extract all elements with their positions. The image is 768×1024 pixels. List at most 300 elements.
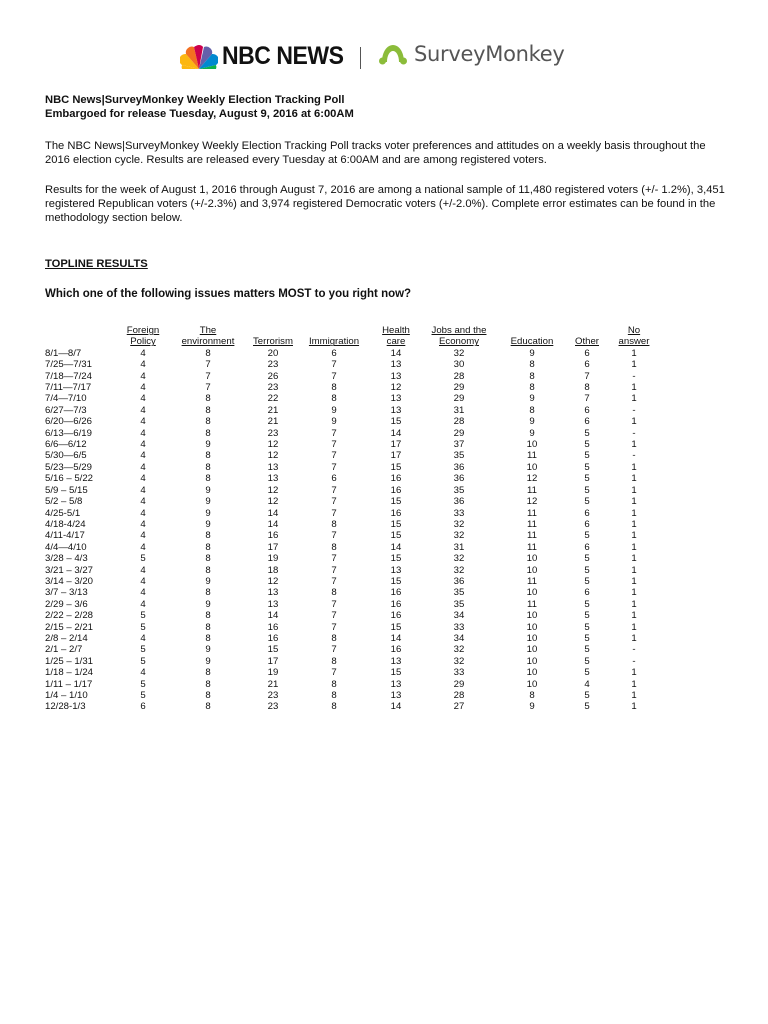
value-cell: 20 bbox=[267, 347, 279, 359]
value-cell: 5 bbox=[584, 701, 590, 713]
table-row bbox=[45, 656, 663, 667]
value-cell: 29 bbox=[453, 382, 465, 394]
value-cell: 4 bbox=[140, 598, 146, 610]
value-cell: 16 bbox=[390, 598, 402, 610]
value-cell: 6 bbox=[584, 518, 590, 530]
value-cell: 16 bbox=[390, 587, 402, 599]
value-cell: 14 bbox=[390, 541, 402, 553]
value-cell: 36 bbox=[453, 473, 465, 485]
value-cell: 5 bbox=[584, 439, 590, 451]
value-cell: 7 bbox=[205, 370, 211, 382]
value-cell: 5 bbox=[584, 496, 590, 508]
value-cell: 9 bbox=[529, 427, 535, 439]
table-row bbox=[45, 644, 663, 655]
value-cell: 4 bbox=[140, 347, 146, 359]
value-cell: 8 bbox=[205, 564, 211, 576]
value-cell: - bbox=[632, 644, 636, 656]
value-cell: 4 bbox=[140, 575, 146, 587]
date-range-cell: 4/4—4/10 bbox=[45, 541, 87, 553]
value-cell: 1 bbox=[631, 439, 637, 451]
value-cell: 33 bbox=[453, 507, 465, 519]
value-cell: 12 bbox=[267, 484, 279, 496]
value-cell: 4 bbox=[140, 370, 146, 382]
value-cell: 15 bbox=[267, 644, 279, 656]
nbc-news-logo bbox=[180, 42, 354, 71]
value-cell: 1 bbox=[631, 701, 637, 713]
value-cell: 4 bbox=[140, 667, 146, 679]
value-cell: 7 bbox=[331, 644, 337, 656]
date-range-cell: 3/21 – 3/27 bbox=[45, 564, 94, 576]
value-cell: 13 bbox=[267, 461, 279, 473]
table-row bbox=[45, 519, 663, 530]
value-cell: 7 bbox=[331, 610, 337, 622]
value-cell: 27 bbox=[453, 701, 465, 713]
date-range-cell: 1/18 – 1/24 bbox=[45, 667, 94, 679]
value-cell: 8 bbox=[205, 416, 211, 428]
value-cell: 8 bbox=[529, 370, 535, 382]
date-range-cell: 1/4 – 1/10 bbox=[45, 690, 88, 701]
value-cell: 1 bbox=[631, 598, 637, 610]
value-cell: 8 bbox=[331, 701, 337, 713]
value-cell: 10 bbox=[526, 587, 538, 599]
table-row bbox=[45, 553, 663, 564]
surveymonkey-logo bbox=[378, 40, 565, 68]
table-row bbox=[45, 587, 663, 598]
value-cell: 5 bbox=[584, 644, 590, 656]
value-cell: 4 bbox=[140, 632, 146, 644]
value-cell: 5 bbox=[584, 564, 590, 576]
value-cell: 9 bbox=[529, 416, 535, 428]
table-row bbox=[45, 667, 663, 678]
value-cell: 1 bbox=[631, 473, 637, 485]
value-cell: 28 bbox=[453, 370, 465, 382]
value-cell: 29 bbox=[453, 427, 465, 439]
value-cell: 5 bbox=[584, 690, 590, 701]
value-cell: 21 bbox=[267, 404, 279, 416]
value-cell: 8 bbox=[205, 553, 211, 565]
value-cell: 14 bbox=[267, 610, 279, 622]
table-row bbox=[45, 565, 663, 576]
value-cell: 33 bbox=[453, 667, 465, 679]
table-row bbox=[45, 610, 663, 621]
value-cell: 4 bbox=[140, 461, 146, 473]
value-cell: 4 bbox=[584, 678, 590, 690]
value-cell: 4 bbox=[140, 530, 146, 542]
value-cell: 13 bbox=[390, 393, 402, 405]
value-cell: 4 bbox=[140, 359, 146, 371]
value-cell: 12 bbox=[267, 439, 279, 451]
value-cell: 8 bbox=[205, 690, 211, 701]
value-cell: 1 bbox=[631, 518, 637, 530]
value-cell: 6 bbox=[584, 507, 590, 519]
value-cell: 5 bbox=[584, 461, 590, 473]
value-cell: 4 bbox=[140, 404, 146, 416]
value-cell: 5 bbox=[140, 678, 146, 690]
value-cell: 32 bbox=[453, 564, 465, 576]
value-cell: 6 bbox=[140, 701, 146, 713]
value-cell: 33 bbox=[453, 621, 465, 633]
date-range-cell: 1/25 – 1/31 bbox=[45, 655, 94, 667]
value-cell: 8 bbox=[331, 518, 337, 530]
value-cell: 11 bbox=[527, 484, 537, 496]
table-row bbox=[45, 416, 663, 427]
table-row bbox=[45, 428, 663, 439]
column-header: Education bbox=[510, 336, 554, 348]
value-cell: 14 bbox=[267, 518, 279, 530]
value-cell: 9 bbox=[205, 644, 211, 656]
value-cell: - bbox=[632, 450, 636, 462]
column-header: Policy bbox=[130, 336, 156, 348]
value-cell: 8 bbox=[205, 701, 211, 713]
value-cell: 6 bbox=[584, 347, 590, 359]
value-cell: 11 bbox=[527, 450, 537, 462]
column-header: environment bbox=[181, 336, 235, 348]
column-header bbox=[247, 325, 299, 336]
value-cell: 11 bbox=[527, 518, 537, 530]
question-text: Which one of the following issues matters MOST to you right now? bbox=[45, 288, 412, 300]
value-cell: 7 bbox=[331, 370, 337, 382]
column-header: Economy bbox=[439, 336, 479, 348]
poll-title: NBC News|SurveyMonkey Weekly Election Tracking Poll bbox=[45, 94, 345, 106]
date-range-cell: 6/27—7/3 bbox=[45, 404, 87, 416]
value-cell: 13 bbox=[390, 690, 402, 701]
value-cell: 8 bbox=[205, 450, 211, 462]
table-row bbox=[45, 622, 663, 633]
date-range-cell: 7/18—7/24 bbox=[45, 370, 92, 382]
value-cell: 8 bbox=[331, 587, 337, 599]
value-cell: 10 bbox=[526, 461, 538, 473]
value-cell: 12 bbox=[390, 382, 402, 394]
date-range-cell: 6/6—6/12 bbox=[45, 439, 87, 451]
value-cell: 13 bbox=[390, 404, 402, 416]
value-cell: 7 bbox=[205, 382, 211, 394]
table-row bbox=[45, 485, 663, 496]
column-header bbox=[495, 325, 569, 336]
value-cell: 17 bbox=[267, 541, 279, 553]
table-row bbox=[45, 405, 663, 416]
value-cell: 8 bbox=[331, 655, 337, 667]
value-cell: 10 bbox=[526, 621, 538, 633]
value-cell: 28 bbox=[453, 416, 465, 428]
value-cell: 8 bbox=[205, 393, 211, 405]
value-cell: 1 bbox=[631, 496, 637, 508]
value-cell: 34 bbox=[453, 610, 465, 622]
value-cell: 10 bbox=[526, 632, 538, 644]
value-cell: 32 bbox=[453, 530, 465, 542]
column-header: No bbox=[627, 325, 641, 336]
value-cell: 26 bbox=[267, 370, 279, 382]
value-cell: 9 bbox=[205, 598, 211, 610]
value-cell: 1 bbox=[631, 507, 637, 519]
table-row bbox=[45, 450, 663, 461]
table-row bbox=[45, 439, 663, 450]
value-cell: - bbox=[632, 370, 636, 382]
value-cell: 17 bbox=[390, 439, 402, 451]
value-cell: 7 bbox=[331, 359, 337, 371]
value-cell: 13 bbox=[267, 473, 279, 485]
value-cell: 8 bbox=[584, 382, 590, 394]
value-cell: 10 bbox=[526, 644, 538, 656]
value-cell: 12 bbox=[267, 496, 279, 508]
date-range-cell: 7/11—7/17 bbox=[45, 382, 92, 394]
value-cell: 4 bbox=[140, 393, 146, 405]
value-cell: 23 bbox=[267, 690, 279, 701]
value-cell: 32 bbox=[453, 655, 465, 667]
value-cell: 5 bbox=[584, 530, 590, 542]
column-header: Immigration bbox=[308, 336, 360, 348]
value-cell: 8 bbox=[205, 427, 211, 439]
value-cell: 5 bbox=[584, 632, 590, 644]
table-body bbox=[45, 348, 663, 713]
value-cell: 15 bbox=[390, 667, 402, 679]
value-cell: 4 bbox=[140, 473, 146, 485]
value-cell: 5 bbox=[584, 610, 590, 622]
table-row bbox=[45, 371, 663, 382]
value-cell: 7 bbox=[584, 393, 590, 405]
value-cell: 31 bbox=[453, 404, 465, 416]
value-cell: 5 bbox=[584, 450, 590, 462]
value-cell: 4 bbox=[140, 416, 146, 428]
value-cell: 1 bbox=[631, 621, 637, 633]
date-range-cell: 5/16 – 5/22 bbox=[45, 473, 94, 485]
date-range-cell: 5/9 – 5/15 bbox=[45, 484, 88, 496]
value-cell: 6 bbox=[331, 473, 337, 485]
value-cell: 7 bbox=[331, 450, 337, 462]
value-cell: 5 bbox=[140, 690, 146, 701]
date-range-cell: 3/14 – 3/20 bbox=[45, 575, 94, 587]
value-cell: 10 bbox=[526, 564, 538, 576]
value-cell: 13 bbox=[267, 587, 279, 599]
value-cell: 23 bbox=[267, 359, 279, 371]
value-cell: - bbox=[632, 655, 636, 667]
table-row bbox=[45, 701, 663, 712]
value-cell: 16 bbox=[390, 610, 402, 622]
value-cell: 9 bbox=[529, 347, 535, 359]
results-table bbox=[45, 325, 663, 713]
value-cell: 12 bbox=[526, 473, 538, 485]
value-cell: 29 bbox=[453, 678, 465, 690]
value-cell: 16 bbox=[267, 632, 279, 644]
value-cell: 21 bbox=[267, 416, 279, 428]
value-cell: 37 bbox=[453, 439, 465, 451]
value-cell: 15 bbox=[390, 575, 402, 587]
value-cell: 10 bbox=[526, 655, 538, 667]
value-cell: 11 bbox=[527, 530, 537, 542]
value-cell: 15 bbox=[390, 621, 402, 633]
value-cell: 8 bbox=[205, 610, 211, 622]
value-cell: 1 bbox=[631, 610, 637, 622]
value-cell: 10 bbox=[526, 667, 538, 679]
value-cell: 6 bbox=[584, 404, 590, 416]
column-header: The bbox=[199, 325, 217, 336]
value-cell: 1 bbox=[631, 575, 637, 587]
value-cell: 32 bbox=[453, 347, 465, 359]
value-cell: 7 bbox=[331, 564, 337, 576]
table-row bbox=[45, 576, 663, 587]
date-range-cell: 2/22 – 2/28 bbox=[45, 610, 94, 622]
value-cell: 36 bbox=[453, 461, 465, 473]
value-cell: 14 bbox=[390, 701, 402, 713]
value-cell: 17 bbox=[267, 655, 279, 667]
value-cell: 8 bbox=[331, 678, 337, 690]
value-cell: 7 bbox=[331, 439, 337, 451]
value-cell: 5 bbox=[140, 610, 146, 622]
value-cell: 9 bbox=[529, 393, 535, 405]
value-cell: 8 bbox=[529, 359, 535, 371]
date-range-cell: 3/28 – 4/3 bbox=[45, 553, 88, 565]
value-cell: 15 bbox=[390, 518, 402, 530]
table-row bbox=[45, 393, 663, 404]
value-cell: 9 bbox=[205, 496, 211, 508]
value-cell: 19 bbox=[267, 553, 279, 565]
value-cell: 6 bbox=[584, 587, 590, 599]
value-cell: 8 bbox=[529, 690, 535, 701]
value-cell: 7 bbox=[584, 370, 590, 382]
value-cell: 5 bbox=[140, 644, 146, 656]
value-cell: 1 bbox=[631, 416, 637, 428]
value-cell: 9 bbox=[331, 404, 337, 416]
value-cell: 8 bbox=[331, 541, 337, 553]
value-cell: 35 bbox=[453, 598, 465, 610]
table-row bbox=[45, 530, 663, 541]
column-header: Jobs and the bbox=[431, 325, 487, 336]
value-cell: 9 bbox=[205, 518, 211, 530]
column-header: care bbox=[386, 336, 406, 348]
value-cell: 8 bbox=[205, 530, 211, 542]
value-cell: 12 bbox=[267, 575, 279, 587]
value-cell: 1 bbox=[631, 587, 637, 599]
value-cell: 7 bbox=[331, 427, 337, 439]
surveymonkey-monkey-icon bbox=[378, 40, 408, 68]
table-row bbox=[45, 633, 663, 644]
date-range-cell: 12/28-1/3 bbox=[45, 701, 86, 713]
value-cell: 8 bbox=[529, 382, 535, 394]
nbc-peacock-icon bbox=[180, 43, 218, 71]
value-cell: 1 bbox=[631, 484, 637, 496]
surveymonkey-wordmark: SurveyMonkey bbox=[414, 42, 565, 66]
value-cell: 8 bbox=[205, 404, 211, 416]
value-cell: 1 bbox=[631, 678, 637, 690]
value-cell: 9 bbox=[205, 575, 211, 587]
table-row bbox=[45, 599, 663, 610]
value-cell: 12 bbox=[267, 450, 279, 462]
date-range-cell: 5/2 – 5/8 bbox=[45, 496, 83, 508]
date-range-cell: 2/8 – 2/14 bbox=[45, 632, 88, 644]
value-cell: 35 bbox=[453, 484, 465, 496]
value-cell: 30 bbox=[453, 359, 465, 371]
value-cell: 31 bbox=[453, 541, 465, 553]
value-cell: 8 bbox=[205, 621, 211, 633]
value-cell: 15 bbox=[390, 553, 402, 565]
value-cell: 7 bbox=[331, 496, 337, 508]
table-row bbox=[45, 496, 663, 507]
value-cell: 28 bbox=[453, 690, 465, 701]
value-cell: 5 bbox=[584, 575, 590, 587]
value-cell: 16 bbox=[390, 507, 402, 519]
value-cell: 29 bbox=[453, 393, 465, 405]
date-range-cell: 2/15 – 2/21 bbox=[45, 621, 94, 633]
value-cell: 13 bbox=[390, 564, 402, 576]
value-cell: 14 bbox=[390, 347, 402, 359]
value-cell: 18 bbox=[267, 564, 279, 576]
date-range-cell: 6/20—6/26 bbox=[45, 416, 92, 428]
value-cell: 4 bbox=[140, 450, 146, 462]
value-cell: 5 bbox=[584, 484, 590, 496]
value-cell: 16 bbox=[390, 484, 402, 496]
table-row bbox=[45, 359, 663, 370]
table-row bbox=[45, 382, 663, 393]
document-body bbox=[45, 93, 725, 313]
value-cell: 8 bbox=[331, 632, 337, 644]
value-cell: 34 bbox=[453, 632, 465, 644]
value-cell: 16 bbox=[390, 644, 402, 656]
value-cell: 5 bbox=[584, 553, 590, 565]
date-range-cell: 7/25—7/31 bbox=[45, 359, 92, 371]
column-header bbox=[569, 325, 605, 336]
date-range-cell: 2/1 – 2/7 bbox=[45, 644, 83, 656]
value-cell: 4 bbox=[140, 587, 146, 599]
value-cell: 23 bbox=[267, 382, 279, 394]
value-cell: 7 bbox=[205, 359, 211, 371]
value-cell: 1 bbox=[631, 382, 637, 394]
value-cell: 13 bbox=[267, 598, 279, 610]
value-cell: 5 bbox=[584, 473, 590, 485]
value-cell: 9 bbox=[205, 484, 211, 496]
value-cell: 5 bbox=[584, 667, 590, 679]
value-cell: 19 bbox=[267, 667, 279, 679]
date-range-cell: 7/4—7/10 bbox=[45, 393, 87, 405]
column-header: Other bbox=[575, 336, 599, 348]
table-row bbox=[45, 348, 663, 359]
value-cell: 8 bbox=[205, 541, 211, 553]
value-cell: - bbox=[632, 427, 636, 439]
value-cell: 7 bbox=[331, 575, 337, 587]
value-cell: 11 bbox=[527, 575, 537, 587]
table-row bbox=[45, 508, 663, 519]
value-cell: 9 bbox=[205, 439, 211, 451]
value-cell: 32 bbox=[453, 518, 465, 530]
date-range-cell: 4/18-4/24 bbox=[45, 518, 86, 530]
value-cell: 16 bbox=[267, 530, 279, 542]
value-cell: 21 bbox=[267, 678, 279, 690]
value-cell: 4 bbox=[140, 439, 146, 451]
value-cell: 14 bbox=[267, 507, 279, 519]
date-range-cell: 4/25-5/1 bbox=[45, 507, 81, 519]
value-cell: 32 bbox=[453, 553, 465, 565]
value-cell: 9 bbox=[529, 701, 535, 713]
value-cell: 23 bbox=[267, 701, 279, 713]
column-header bbox=[299, 325, 369, 336]
value-cell: 9 bbox=[205, 507, 211, 519]
date-range-cell: 8/1—8/7 bbox=[45, 347, 82, 359]
date-range-cell: 6/13—6/19 bbox=[45, 427, 92, 439]
logo-divider bbox=[360, 47, 361, 69]
value-cell: 7 bbox=[331, 507, 337, 519]
value-cell: 10 bbox=[526, 610, 538, 622]
value-cell: 1 bbox=[631, 564, 637, 576]
value-cell: 13 bbox=[390, 359, 402, 371]
value-cell: 5 bbox=[140, 553, 146, 565]
value-cell: 8 bbox=[331, 382, 337, 394]
value-cell: 16 bbox=[267, 621, 279, 633]
value-cell: 8 bbox=[529, 404, 535, 416]
value-cell: 9 bbox=[205, 655, 211, 667]
value-cell: 14 bbox=[390, 427, 402, 439]
value-cell: 7 bbox=[331, 553, 337, 565]
value-cell: 14 bbox=[390, 632, 402, 644]
value-cell: 8 bbox=[205, 632, 211, 644]
value-cell: 15 bbox=[390, 416, 402, 428]
